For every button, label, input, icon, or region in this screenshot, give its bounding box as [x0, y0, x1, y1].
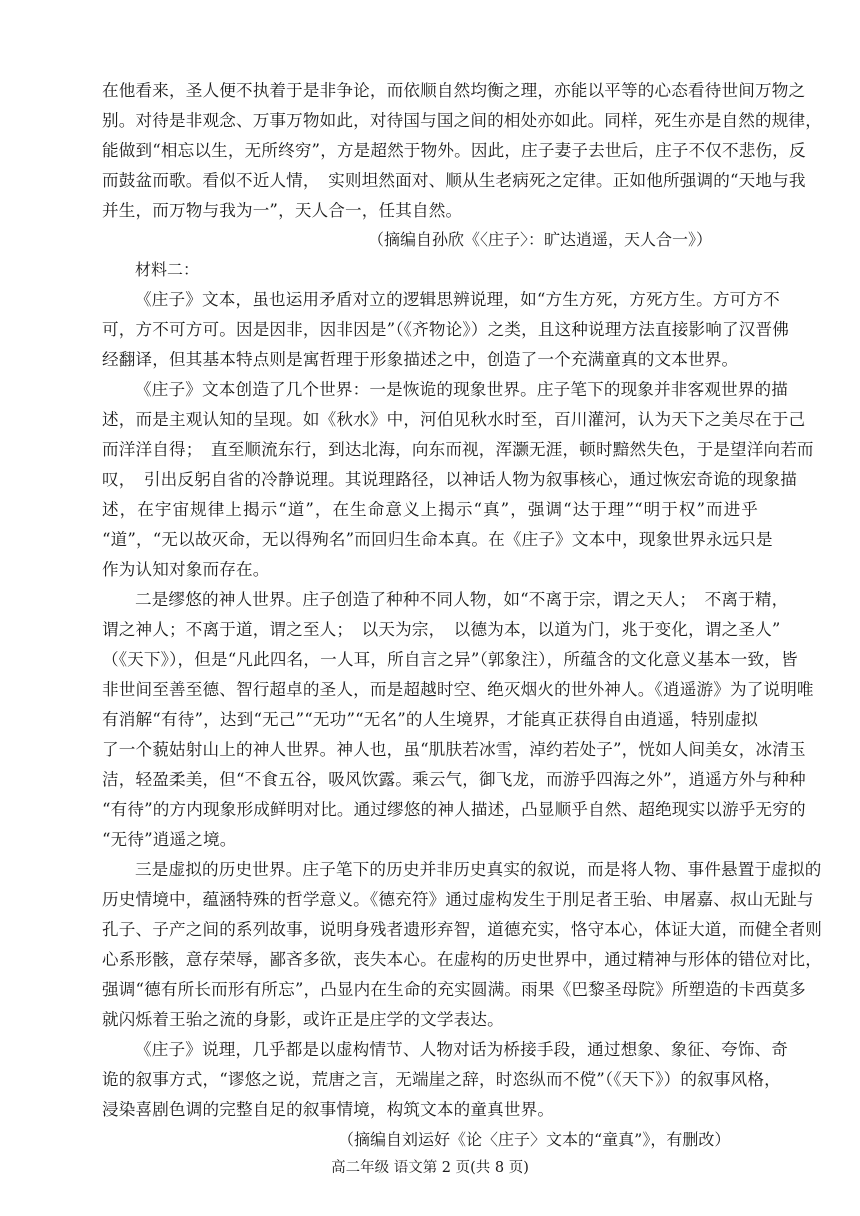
text-line: “无待”逍遥之境。: [102, 830, 237, 849]
text-line: 述，而是主观认知的呈现。如《秋水》中，河伯见秋水时至，百川灌河，认为天下之美尽在于己: [102, 410, 806, 429]
text-line: 就闪烁着王骀之流的身影，或许正是庄学的文学表达。: [102, 1010, 504, 1029]
text-line: 《庄子》文本，虽也运用矛盾对立的逻辑思辨说理，如“方生方死，方死方生。方可方不: [135, 290, 780, 309]
text-line: 作为认知对象而存在。: [102, 560, 270, 579]
text-line: 历史情境中，蕴涵特殊的哲学意义。《德充符》通过虚构发生于刖足者王骀、申屠嘉、叔山无趾与: [102, 890, 814, 909]
text-line: 强调“德有所长而形有所忘”，凸显内在生命的充实圆满。雨果《巴黎圣母院》所塑造的卡西莫多: [102, 980, 806, 999]
text-line: 三是虚拟的历史世界。庄子笔下的历史并非历史真实的叙说，而是将人物、事件悬置于虚拟的: [135, 860, 822, 879]
text-line: 述，在宇宙规律上揭示“道”，在生命意义上揭示“真”，强调“达于理”“明于权”而进乎: [102, 500, 758, 519]
text-line: 浸染喜剧色调的完整自足的叙事情境，构筑文本的童真世界。: [102, 1100, 555, 1119]
text-line: 经翻译，但其基本特点则是寓哲理于形象描述之中，创造了一个充满童真的文本世界。: [102, 350, 739, 369]
text-line: 《庄子》说理，几乎都是以虚构情节、人物对话为桥接手段，通过想象、象征、夸饰、奇: [135, 1040, 789, 1059]
text-line: 《庄子》文本创造了几个世界：一是恢诡的现象世界。庄子笔下的现象并非客观世界的描: [135, 380, 789, 399]
text-line: 洁，轻盈柔美，但“不食五谷，吸风饮露。乘云气，御飞龙，而游乎四海之外”，逍遥方外与种种: [102, 770, 806, 789]
text-line: 叹， 引出反躬自省的冷静说理。其说理路径，以神话人物为叙事核心，通过恢宏奇诡的现象描: [102, 470, 797, 489]
text-line: 二是缪悠的神人世界。庄子创造了种种不同人物，如“不离于宗，谓之天人； 不离于精，: [135, 590, 789, 609]
text-line: 能做到“相忘以生，无所终穷”，方是超然于物外。因此，庄子妻子去世后，庄子不仅不悲伤，反: [102, 141, 806, 160]
text-line: 可，方不可方可。因是因非，因非因是”（《齐物论》）之类，且这种说理方法直接影响了汉晋佛: [102, 320, 789, 339]
text-line: 心系形骸，意存荣辱，鄙吝多欲，丧失本心。在虚构的历史世界中，通过精神与形体的错位对比，: [102, 950, 822, 969]
text-line: 非世间至善至德、智行超卓的圣人，而是超越时空、绝灭烟火的世外神人。《逍遥游》为了说明唯: [102, 680, 814, 699]
text-line: 而鼓盆而歌。看似不近人情， 实则坦然面对、顺从生老病死之定律。正如他所强调的“天地与我: [102, 171, 806, 190]
text-line: 谓之神人；不离于道，谓之至人； 以天为宗， 以德为本，以道为门，兆于变化，谓之圣人”: [102, 620, 781, 639]
text-line: （《天下》），但是“凡此四名，一人耳，所自言之异”（郭象注），所蕴含的文化意义基本一致，皆: [102, 650, 798, 669]
text-line: “有待”的方内现象形成鲜明对比。通过缪悠的神人描述，凸显顺乎自然、超绝现实以游乎无穷的: [102, 800, 806, 819]
text-line: 诡的叙事方式，“谬悠之说，荒唐之言，无端崖之辞，时恣纵而不傥”（《天下》）的叙事风格，: [102, 1070, 781, 1089]
text-line: 并生，而万物与我为一”，天人合一，任其自然。: [102, 201, 463, 220]
source-citation-2: （摘编自刘运好《论〈庄子〉文本的“童真”》，有删改）: [338, 1130, 731, 1149]
text-line: 孔子、子产之间的系列故事，说明身残者遗形弃智，道德充实，恪守本心，体证大道，而健全者则: [102, 920, 822, 939]
text-line: 而洋洋自得； 直至顺流东行，到达北海，向东而视，浑灏无涯，顿时黯然失色，于是望洋向若而: [102, 440, 814, 459]
page-footer: 高二年级 语文第 2 页(共 8 页): [331, 1160, 529, 1176]
text-line: 别。对待是非观念、万事万物如此，对待国与国之间的相处亦如此。同样，死生亦是自然的规律，: [102, 111, 822, 130]
text-line: 了一个藐姑射山上的神人世界。神人也，虽“肌肤若冰雪，淖约若处子”，恍如人间美女，冰清玉: [102, 740, 806, 759]
material-2-label: 材料二：: [135, 260, 200, 279]
text-line: 在他看来，圣人便不执着于是非争论，而依顺自然均衡之理，亦能以平等的心态看待世间万物之: [102, 81, 806, 100]
text-line: 有消解“有待”，达到“无己”“无功”“无名”的人生境界，才能真正获得自由逍遥，特别虚拟: [102, 710, 758, 729]
source-citation-1: （摘编自孙欣《〈庄子〉：旷达逍遥，天人合一》）: [368, 230, 713, 249]
text-line: “道”，“无以故灭命，无以得殉名”而回归生命本真。在《庄子》文本中，现象世界永远只是: [102, 530, 773, 549]
